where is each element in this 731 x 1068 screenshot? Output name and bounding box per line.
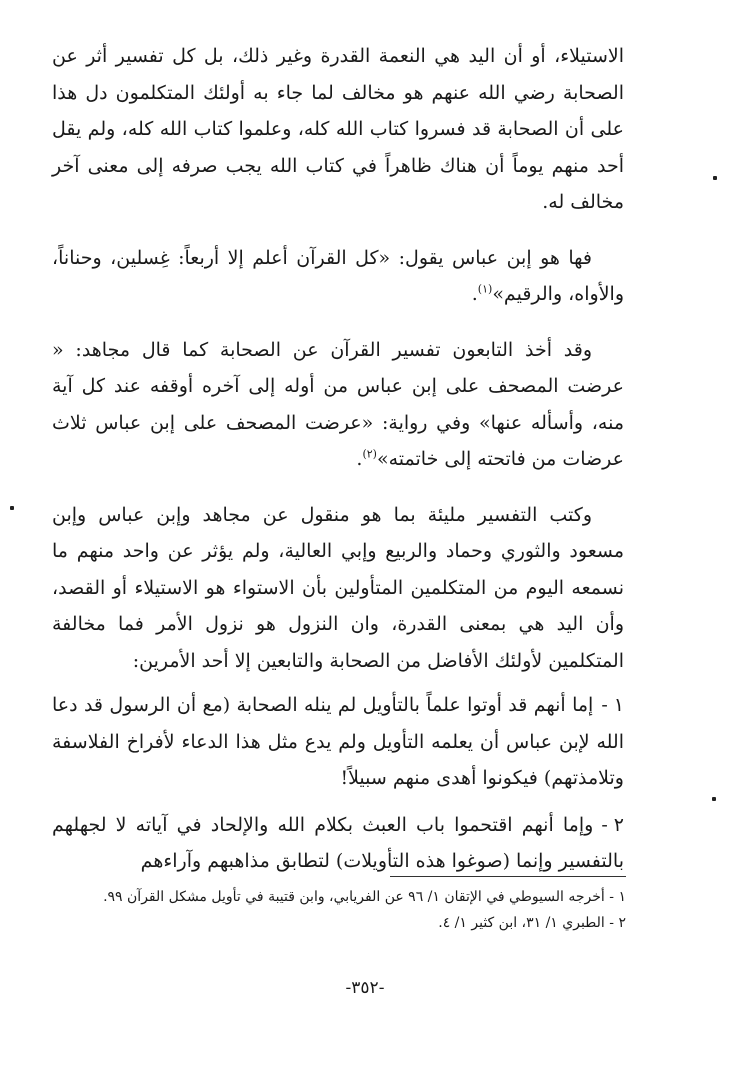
footnote-2: ٢ - الطبري ١/ ٣١، ابن كثير ١/ ٤. bbox=[438, 915, 626, 931]
footnote-ref-2[interactable]: (٢) bbox=[362, 447, 377, 461]
list-text: وإما أنهم اقتحموا باب العبث بكلام الله والإلحاد في آياته لا لجهلهم بالتفسير وإنما (صوغوا هذه التأويلات) لتطابق مذاهبهم وآراءهم bbox=[52, 813, 624, 872]
margin-mark bbox=[713, 176, 717, 180]
paragraph-1: الاستيلاء، أو أن اليد هي النعمة القدرة وغير ذلك، بل كل تفسير أثر عن الصحابة رضي الله عنهم هو مخالف لما جاء به أولئك المتكلمون دل هذا على أن الصحابة قد فسروا كتاب الله كله، وعلموا كتاب الله كله، ولم يقل أحد منهم يوماً أن هناك ظاهراً في كتاب الله يجب صرفه إلى معنى آخر مخالف له. bbox=[52, 45, 624, 213]
list-item-1 bbox=[52, 687, 624, 797]
page-number: -٣٥٢- bbox=[345, 978, 385, 998]
footnote-divider bbox=[390, 876, 626, 877]
footnotes bbox=[52, 884, 626, 936]
list-text: إما أنهم قد أوتوا علماً بالتأويل لم ينله الصحابة (مع أن الرسول قد دعا الله لإبن عباس أن يعلمه التأويل ولم يدع مثل هذا الدعاء لأفراخ الفلاسفة وتلامذتهم) فيكونوا أهدى منهم سبيلاً! bbox=[52, 694, 624, 789]
margin-mark bbox=[10, 506, 14, 510]
paragraph-2: فها هو إبن عباس يقول: «كل القرآن أعلم إلا أربعاً: غِسلين، وحناناً، والأواه، والرقيم»$^{(١)}$. bbox=[52, 246, 624, 305]
list-number: ٢ - bbox=[601, 813, 624, 836]
paragraph-3: وقد أخذ التابعون تفسير القرآن عن الصحابة كما قال مجاهد: « عرضت المصحف على إبن عباس من أوله إلى آخره أوقفه عند كل آية منه، وأسأله عنها» وفي رواية: «عرضت المصحف على إبن عباس ثلاث عرضات من فاتحته إلى خاتمته»$^{(٢)}$. bbox=[52, 338, 624, 470]
list-item-2 bbox=[52, 807, 624, 880]
margin-mark bbox=[712, 797, 716, 801]
footnote-ref-1[interactable]: (١) bbox=[477, 282, 493, 296]
footnote-1: ١ - أخرجه السيوطي في الإتقان ١/ ٩٦ عن الفريابي، وابن قتيبة في تأويل مشكل القرآن ٩٩. bbox=[103, 889, 626, 905]
paragraph-4: وكتب التفسير مليئة بما هو منقول عن مجاهد وإبن عباس وإبن مسعود والثوري وحماد والربيع وإبي العالية، ولم يؤثر عن واحد منهم ما نسمعه اليوم من المتكلمين المتأولين بأن الاستواء هو الاستيلاء أو القصد، وأن اليد هي بمعنى القدرة، وان النزول هو نزول الأمر فما مخالفة المتكلمين لأولئك الأفاضل من الصحابة والتابعين إلا أحد الأمرين: bbox=[52, 503, 624, 672]
list-number: ١ - bbox=[601, 694, 624, 716]
main-text bbox=[52, 38, 624, 890]
